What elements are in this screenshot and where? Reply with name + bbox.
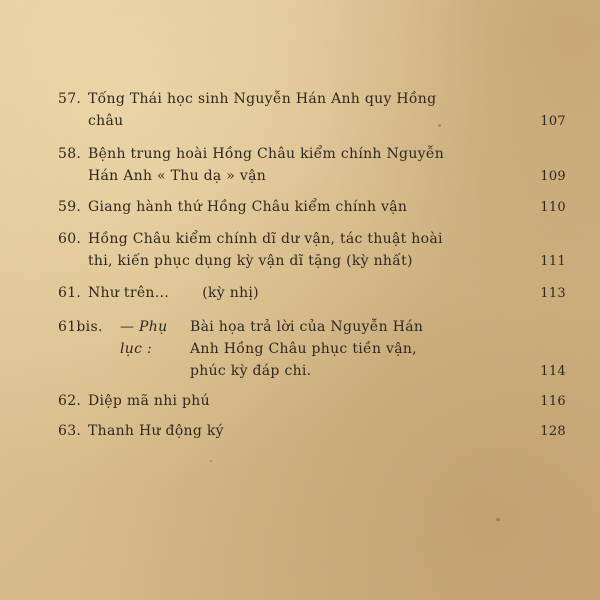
entry-title-line: Hán Anh « Thu dạ » vận xyxy=(88,168,267,184)
entry-page-number: 110 xyxy=(540,200,566,215)
entry-title-line: thi, kiến phục dụng kỳ vận dĩ tặng (kỳ nhất) xyxy=(88,253,413,269)
entry-title-line: châu xyxy=(88,113,124,129)
entry-title-line: Diệp mã nhi phú xyxy=(88,393,210,409)
entry-title-line: Hồng Châu kiểm chính dĩ dư vận, tác thuật hoài xyxy=(88,231,443,247)
entry-title-line: Bài họa trả lời của Nguyễn Hán xyxy=(190,319,424,335)
entry-page-number: 107 xyxy=(540,114,566,129)
entry-title-line: Anh Hồng Châu phục tiền vận, xyxy=(190,341,417,357)
entry-title-line: Giang hành thứ Hồng Châu kiểm chính vận xyxy=(88,199,408,215)
table-of-contents xyxy=(58,88,566,442)
entry-number: 62. xyxy=(58,393,82,409)
toc-entry-62 xyxy=(58,390,566,412)
entry-page-number: 111 xyxy=(540,254,566,269)
entry-number: 61bis. xyxy=(58,319,103,335)
entry-number: 60. xyxy=(58,231,82,247)
toc-entry-63 xyxy=(58,420,566,442)
entry-title-line: phúc kỳ đáp chi. xyxy=(190,363,312,379)
toc-entry-61 xyxy=(58,282,566,304)
toc-entry-61bis xyxy=(58,316,566,382)
toc-entry-58 xyxy=(58,143,566,187)
entry-title-line: Bệnh trung hoài Hồng Châu kiểm chính Nguyễn xyxy=(88,146,445,162)
entry-title-line: Như trên... (kỳ nhị) xyxy=(88,285,259,301)
entry-number: 57. xyxy=(58,91,82,107)
appendix-label: — Phụ lục : xyxy=(120,319,168,357)
entry-page-number: 114 xyxy=(540,364,566,379)
entry-title-line: Thanh Hư động ký xyxy=(88,423,224,439)
entry-number: 59. xyxy=(58,199,82,215)
toc-entry-57 xyxy=(58,88,566,132)
paper-spot xyxy=(496,518,500,521)
paper-spot xyxy=(210,460,212,462)
entry-number: 61. xyxy=(58,285,82,301)
toc-entry-59 xyxy=(58,196,566,218)
entry-number: 58. xyxy=(58,146,82,162)
toc-entry-60 xyxy=(58,228,566,272)
entry-number: 63. xyxy=(58,423,82,439)
entry-page-number: 116 xyxy=(540,394,566,409)
entry-title-line: Tống Thái học sinh Nguyễn Hán Anh quy Hồng xyxy=(88,91,437,107)
entry-page-number: 109 xyxy=(540,169,566,184)
paper-spot xyxy=(438,124,441,127)
entry-page-number: 128 xyxy=(540,424,566,439)
entry-page-number: 113 xyxy=(540,286,566,301)
